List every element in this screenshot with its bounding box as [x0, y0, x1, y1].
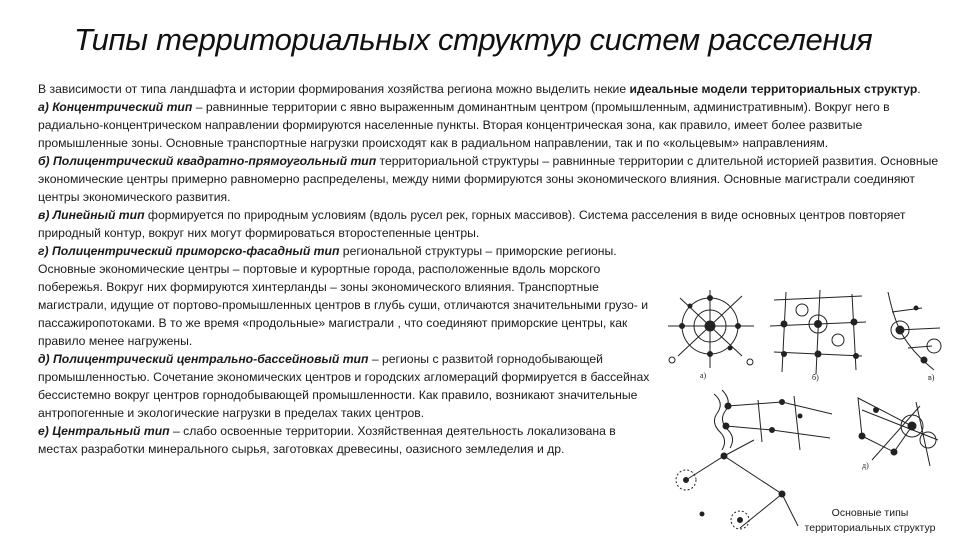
- type-b-text: территориальной структуры – равнинные территории с длительной историей развития. Основные экономические центры примерно равномерно распределены, между ними формируются зоны экономического влияния. Основные магистрали соединяют центры экономического развития.: [38, 154, 939, 204]
- panel-v-label: в): [928, 373, 935, 382]
- type-v-label: в) Линейный тип: [38, 208, 145, 222]
- type-g-text: региональной структуры – приморские регионы. Основные экономические центры – портовые и курортные города, расположенные вдоль морского побережья. Вокруг них формируются хинтерланды – зоны экономического влияния. Транспортные магистрали, идущие от портово-промышленных центров в глубь суши, отличаются значительными грузо- и пассажиропотоками. В то же время «продольные» магистрали , что соединяют приморские центры, как правило менее нагружены.: [38, 244, 649, 348]
- figure-caption: [790, 506, 950, 536]
- type-v-text: формируется по природным условиям (вдоль русел рек, горных массивов). Система расселения в виде основных центров повторяет природный контур, вокруг них могут формироваться второстепенные центры.: [38, 208, 906, 240]
- panel-a-label: а): [700, 371, 707, 380]
- intro-end: .: [917, 82, 921, 96]
- intro-paragraph: [38, 80, 946, 98]
- type-d-paragraph: [38, 350, 650, 422]
- figure-caption-line1: Основные типы: [831, 507, 909, 519]
- panel-e-central: [676, 440, 798, 529]
- figure-caption-line2: территориальных структур: [804, 522, 936, 534]
- territorial-structures-figure: [662, 290, 948, 536]
- panel-d-basin: [858, 398, 938, 466]
- type-b-label: б) Полицентрический квадратно-прямоугольный тип: [38, 154, 377, 168]
- intro-text: В зависимости от типа ландшафта и истории формирования хозяйства региона можно выделить некие: [38, 82, 630, 96]
- type-a-paragraph: [38, 98, 946, 152]
- type-a-label: а) Концентрический тип: [38, 100, 193, 114]
- type-b-paragraph: [38, 152, 946, 206]
- panel-b-grid: [770, 290, 866, 374]
- panel-b-label: б): [812, 373, 819, 382]
- type-g-paragraph: [38, 242, 650, 350]
- type-v-paragraph: [38, 206, 946, 242]
- panel-g-coastal: [714, 390, 832, 450]
- type-e-paragraph: [38, 422, 650, 458]
- panel-a-concentric: [668, 290, 754, 368]
- panel-d-label: д): [862, 461, 869, 470]
- type-d-text: – регионы с развитой горнодобывающей промышленностью. Сочетание экономических центров и городских агломераций формируется в бассейнах бессистемно вокруг центров горнодобывающей промышленности. Как правило, возникают значительные антропогенные и экологические нагрузки в пределах таких центров.: [38, 352, 650, 420]
- type-d-label: д) Полицентрический центрально-бассейновый тип: [38, 352, 369, 366]
- type-a-text: – равнинные территории с явно выраженным доминантным центром (промышленным, административным). Вокруг него в радиально-концентрическом направлении формируются населенные пункты. Вторая концентрическая зона, как правило, имеет более развитые промышленные зоны. Основные транспортные нагрузки происходят как в радиальном направлении, так и по «кольцевым» направлениям.: [38, 100, 890, 150]
- type-g-label: г) Полицентрический приморско-фасадный тип: [38, 244, 340, 258]
- slide-title: Типы территориальных структур систем расселения: [74, 22, 873, 57]
- type-e-label: е) Центральный тип: [38, 424, 170, 438]
- type-e-text: – слабо освоенные территории. Хозяйственная деятельность локализована в местах разработки минерального сырья, заготовках древесины, оазисного земледелия и др.: [38, 424, 616, 456]
- intro-bold-term: идеальные модели территориальных структур: [629, 82, 918, 96]
- panel-v-linear: [888, 292, 941, 370]
